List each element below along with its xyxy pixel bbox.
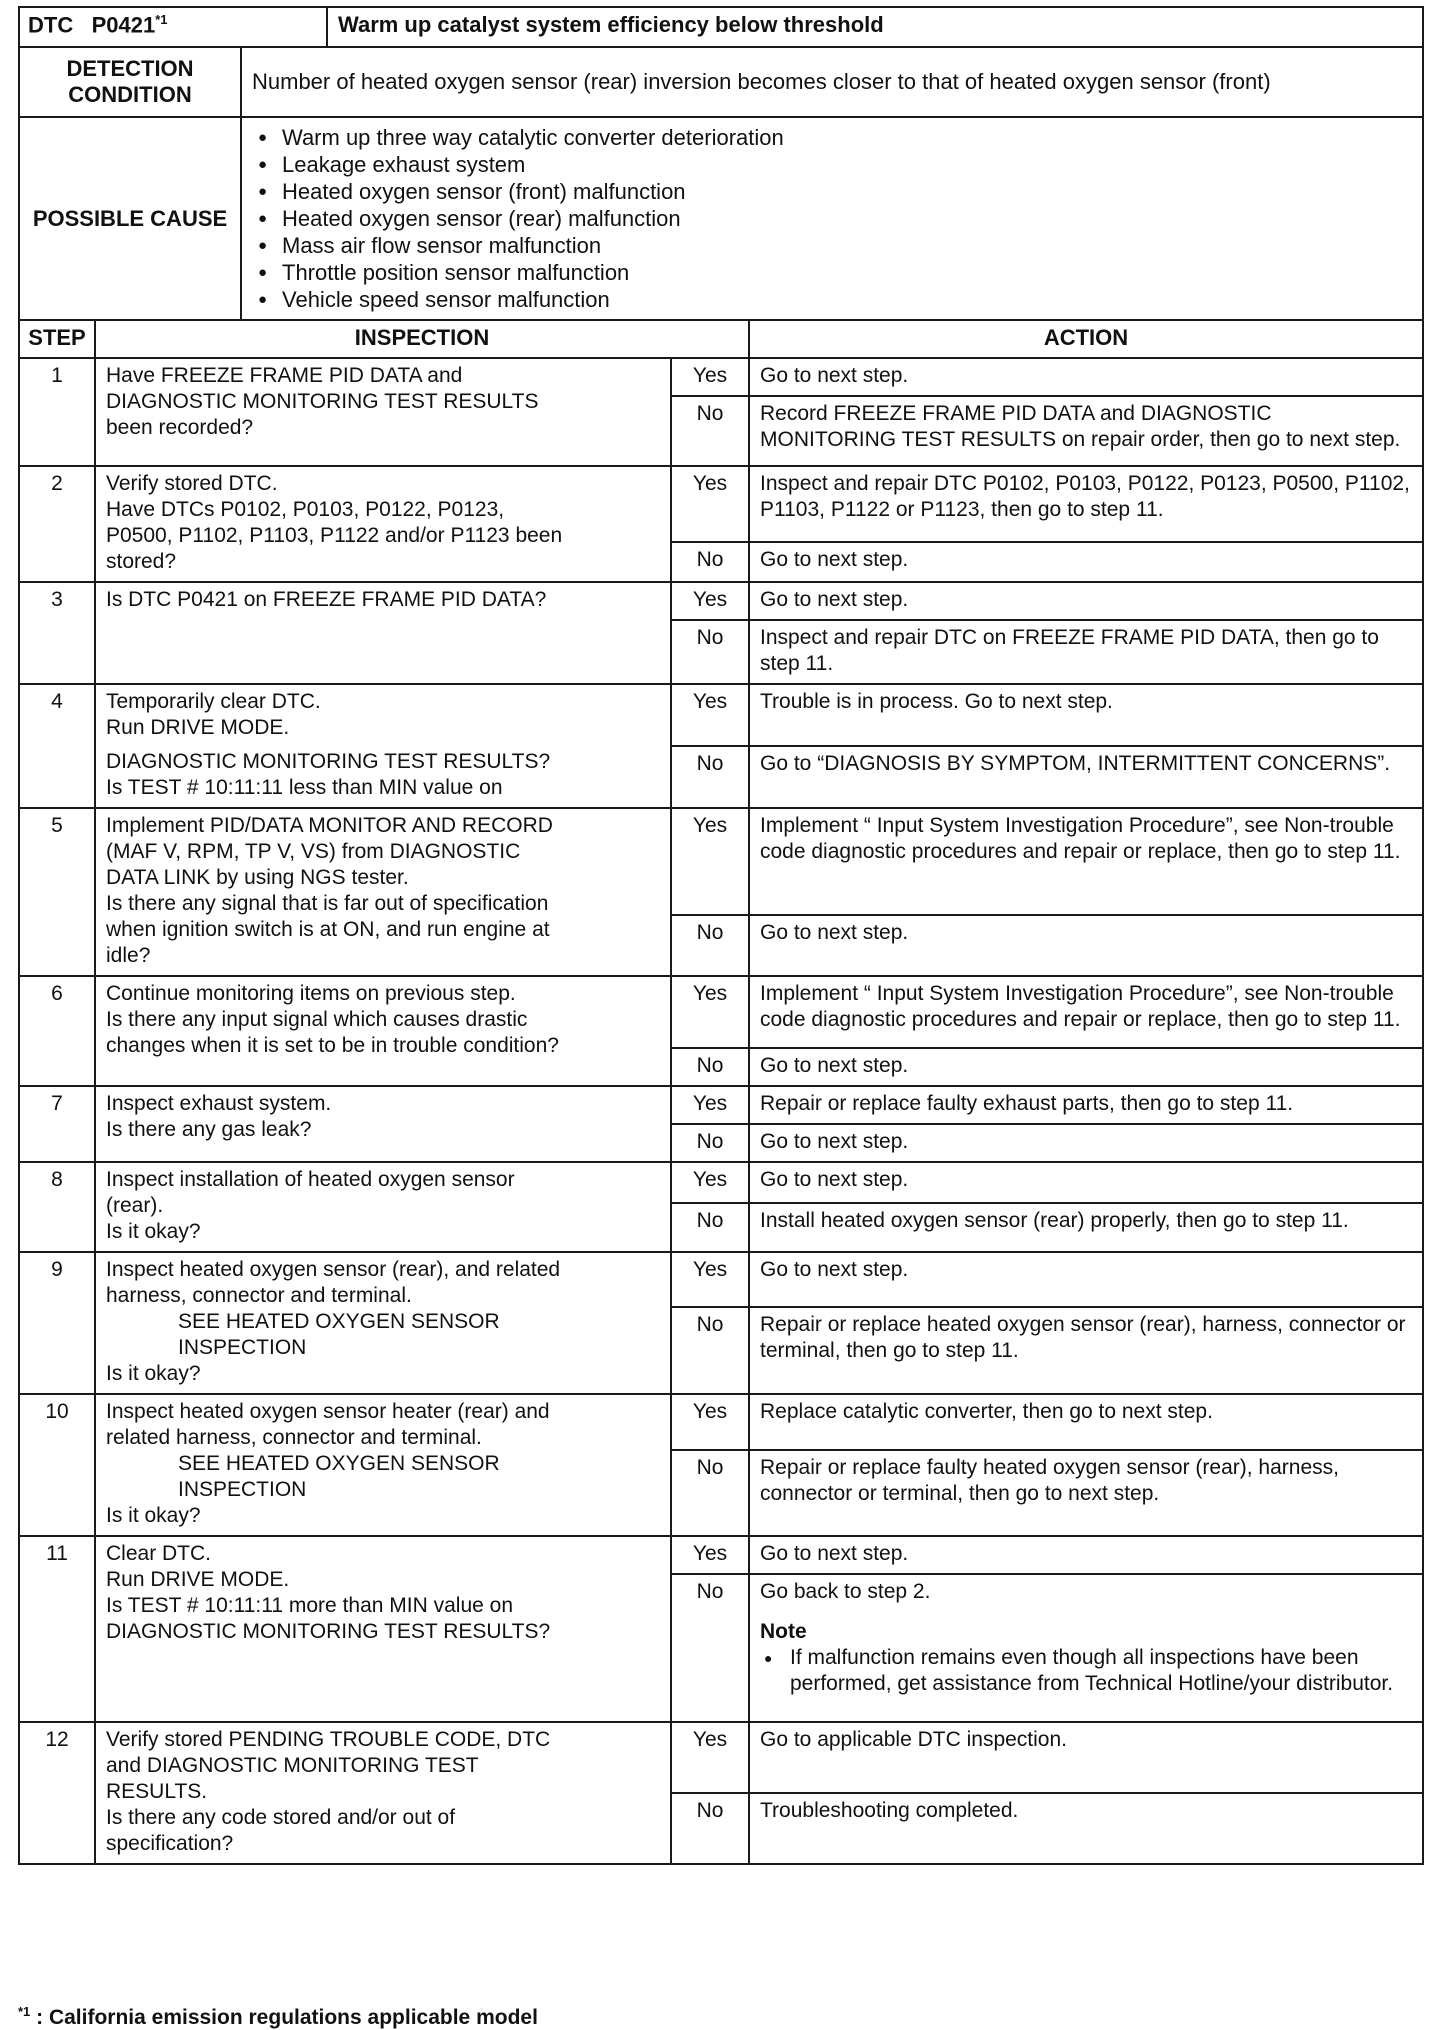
cause-item: ● Mass air flow sensor malfunction	[252, 232, 1412, 259]
inspection-line: DIAGNOSTIC MONITORING TEST RESULTS?	[106, 750, 551, 773]
yes-label: Yes	[671, 1394, 749, 1450]
step-inspection	[95, 358, 671, 466]
inspection-line: Inspect heated oxygen sensor heater (rear) and	[106, 1400, 550, 1423]
inspection-line: Is it okay?	[106, 1220, 201, 1243]
inspection-line: DIAGNOSTIC MONITORING TEST RESULTS	[106, 390, 539, 413]
inspection-line: (rear).	[106, 1194, 164, 1217]
dtc-label: DTC	[28, 12, 74, 38]
inspection-line: DATA LINK by using NGS tester.	[106, 866, 409, 889]
yes-action: Go to next step.	[749, 582, 1423, 620]
no-action	[749, 1307, 1423, 1394]
step-number: 12	[19, 1722, 95, 1864]
step-row-yes	[19, 358, 1423, 396]
dtc-title: Warm up catalyst system efficiency below threshold	[327, 7, 1423, 47]
step-row-yes	[19, 1536, 1423, 1574]
no-action-text: Inspect and repair DTC on FREEZE FRAME PID DATA, then go to step 11.	[760, 626, 1379, 675]
cause-item: ● Heated oxygen sensor (rear) malfunction	[252, 205, 1412, 232]
inspection-line: Is TEST # 10:11:11 less than MIN value on	[106, 776, 503, 799]
yes-action: Implement “ Input System Investigation Procedure”, see Non-trouble code diagnostic procedures and repair or replace, then go to step 11.	[749, 976, 1423, 1048]
no-action-text: Go to “DIAGNOSIS BY SYMPTOM, INTERMITTENT CONCERNS”.	[760, 752, 1391, 775]
yes-action: Inspect and repair DTC P0102, P0103, P0122, P0123, P0500, P1102, P1103, P1122 or P1123, then go to step 11.	[749, 466, 1423, 542]
inspection-line: RESULTS.	[106, 1780, 208, 1803]
yes-action: Go to next step.	[749, 1162, 1423, 1203]
yes-label: Yes	[671, 976, 749, 1048]
inspection-line	[106, 741, 660, 749]
yes-action: Implement “ Input System Investigation Procedure”, see Non-trouble code diagnostic procedures and repair or replace, then go to step 11.	[749, 808, 1423, 915]
inspection-line: Inspect heated oxygen sensor (rear), and related	[106, 1258, 561, 1281]
col-step: STEP	[19, 320, 95, 358]
dtc-mark: *1	[155, 12, 168, 27]
step-inspection	[95, 1536, 671, 1722]
inspection-line: Have FREEZE FRAME PID DATA and	[106, 364, 463, 387]
step-row-yes	[19, 1394, 1423, 1450]
no-label: No	[671, 746, 749, 808]
cause-item: ● Heated oxygen sensor (front) malfunction	[252, 178, 1412, 205]
no-label: No	[671, 1307, 749, 1394]
inspection-line: stored?	[106, 550, 177, 573]
cause-list-cell	[241, 117, 1423, 320]
no-action	[749, 396, 1423, 466]
inspection-line: related harness, connector and terminal.	[106, 1426, 482, 1449]
no-action-text: Go back to step 2.	[760, 1580, 931, 1603]
inspection-line: Is there any code stored and/or out of	[106, 1806, 456, 1829]
dtc-header-table	[18, 6, 1424, 321]
inspection-line: Have DTCs P0102, P0103, P0122, P0123,	[106, 498, 505, 521]
yes-label: Yes	[671, 466, 749, 542]
step-inspection	[95, 466, 671, 582]
step-inspection	[95, 1252, 671, 1394]
step-number: 10	[19, 1394, 95, 1536]
no-label: No	[671, 1048, 749, 1086]
no-label: No	[671, 1793, 749, 1864]
inspection-line: Clear DTC.	[106, 1542, 212, 1565]
yes-action: Go to next step.	[749, 1536, 1423, 1574]
inspection-line: Inspect installation of heated oxygen sensor	[106, 1168, 515, 1191]
step-number: 8	[19, 1162, 95, 1252]
see-reference: SEE HEATED OXYGEN SENSOR	[178, 1452, 500, 1475]
inspection-line: idle?	[106, 944, 151, 967]
step-number: 11	[19, 1536, 95, 1722]
yes-label: Yes	[671, 808, 749, 915]
step-number: 9	[19, 1252, 95, 1394]
step-number: 5	[19, 808, 95, 976]
yes-label: Yes	[671, 582, 749, 620]
see-reference: SEE HEATED OXYGEN SENSOR	[178, 1310, 500, 1333]
no-action-text: Repair or replace faulty heated oxygen sensor (rear), harness, connector or terminal, then go to next step.	[760, 1455, 1339, 1505]
no-action	[749, 1203, 1423, 1252]
step-number: 2	[19, 466, 95, 582]
inspection-line: Is there any signal that is far out of specification	[106, 892, 549, 915]
yes-label: Yes	[671, 684, 749, 746]
no-label: No	[671, 915, 749, 976]
no-action-text: Record FREEZE FRAME PID DATA and DIAGNOSTIC MONITORING TEST RESULTS on repair order, then go to next step.	[760, 402, 1401, 451]
no-action	[749, 1124, 1423, 1162]
no-action	[749, 1574, 1423, 1722]
cause-label: POSSIBLE CAUSE	[19, 117, 241, 320]
inspection-line: specification?	[106, 1832, 234, 1855]
col-inspection: INSPECTION	[95, 320, 749, 358]
no-label: No	[671, 1203, 749, 1252]
no-action-text: Go to next step.	[760, 1130, 909, 1153]
no-label: No	[671, 542, 749, 582]
inspection-question: Is it okay?	[106, 1362, 201, 1385]
no-label: No	[671, 1124, 749, 1162]
step-inspection	[95, 684, 671, 808]
step-row-yes	[19, 1252, 1423, 1307]
no-action-text: Troubleshooting completed.	[760, 1799, 1019, 1822]
step-row-yes	[19, 684, 1423, 746]
step-row-yes	[19, 582, 1423, 620]
dtc-code: P0421	[91, 12, 156, 38]
inspection-line: Run DRIVE MODE.	[106, 716, 290, 739]
yes-action: Go to applicable DTC inspection.	[749, 1722, 1423, 1793]
inspection-line: (MAF V, RPM, TP V, VS) from DIAGNOSTIC	[106, 840, 521, 863]
step-number: 1	[19, 358, 95, 466]
inspection-line: Verify stored DTC.	[106, 472, 278, 495]
no-action-text: Repair or replace heated oxygen sensor (rear), harness, connector or terminal, then go to step 11.	[760, 1312, 1406, 1362]
yes-label: Yes	[671, 358, 749, 396]
dtc-code-cell	[19, 7, 327, 47]
step-inspection	[95, 1722, 671, 1864]
see-reference: INSPECTION	[178, 1336, 307, 1359]
no-action	[749, 1048, 1423, 1086]
inspection-line: Temporarily clear DTC.	[106, 690, 321, 713]
cause-list	[252, 124, 1412, 313]
step-number: 7	[19, 1086, 95, 1162]
cause-item: ● Warm up three way catalytic converter deterioration	[252, 124, 1412, 151]
no-label: No	[671, 1450, 749, 1536]
steps-body	[19, 358, 1423, 1864]
detection-text: Number of heated oxygen sensor (rear) inversion becomes closer to that of heated oxygen sensor (front)	[241, 47, 1423, 117]
yes-label: Yes	[671, 1252, 749, 1307]
inspection-table	[18, 319, 1424, 1865]
inspection-line: changes when it is set to be in trouble condition?	[106, 1034, 559, 1057]
footnote	[18, 2004, 538, 2030]
yes-action: Repair or replace faulty exhaust parts, then go to step 11.	[749, 1086, 1423, 1124]
see-reference: INSPECTION	[178, 1478, 307, 1501]
inspection-line: Run DRIVE MODE.	[106, 1568, 290, 1591]
inspection-line: been recorded?	[106, 416, 254, 439]
col-action: ACTION	[749, 320, 1423, 358]
inspection-line: Inspect exhaust system.	[106, 1092, 332, 1115]
step-inspection	[95, 582, 671, 684]
no-action-text: Install heated oxygen sensor (rear) properly, then go to step 11.	[760, 1208, 1349, 1232]
inspection-line: Is there any input signal which causes drastic	[106, 1008, 528, 1031]
inspection-line: Continue monitoring items on previous step.	[106, 982, 516, 1005]
inspection-line: Verify stored PENDING TROUBLE CODE, DTC	[106, 1728, 551, 1751]
no-action	[749, 746, 1423, 808]
yes-label: Yes	[671, 1722, 749, 1793]
step-row-yes	[19, 1162, 1423, 1203]
footnote-mark: *1	[18, 2004, 31, 2019]
step-inspection	[95, 976, 671, 1086]
note-title: Note	[760, 1620, 807, 1643]
no-action-text: Go to next step.	[760, 547, 909, 571]
yes-label: Yes	[671, 1536, 749, 1574]
cause-item: ● Throttle position sensor malfunction	[252, 259, 1412, 286]
step-row-yes	[19, 976, 1423, 1048]
step-number: 3	[19, 582, 95, 684]
inspection-line: Implement PID/DATA MONITOR AND RECORD	[106, 814, 553, 837]
footnote-text: : California emission regulations applicable model	[30, 2006, 538, 2029]
cause-item: ● Leakage exhaust system	[252, 151, 1412, 178]
step-number: 6	[19, 976, 95, 1086]
no-label: No	[671, 620, 749, 684]
step-inspection	[95, 808, 671, 976]
inspection-line: DIAGNOSTIC MONITORING TEST RESULTS?	[106, 1620, 551, 1643]
step-row-yes	[19, 1086, 1423, 1124]
no-label: No	[671, 396, 749, 466]
yes-action: Replace catalytic converter, then go to next step.	[749, 1394, 1423, 1450]
yes-action: Go to next step.	[749, 1252, 1423, 1307]
detection-label: DETECTION CONDITION	[19, 47, 241, 117]
no-action	[749, 1450, 1423, 1536]
yes-action: Go to next step.	[749, 358, 1423, 396]
no-action	[749, 915, 1423, 976]
step-row-yes	[19, 1722, 1423, 1793]
inspection-line: P0500, P1102, P1103, P1122 and/or P1123 been	[106, 524, 563, 547]
no-action-text: Go to next step.	[760, 921, 909, 945]
inspection-line: harness, connector and terminal.	[106, 1284, 412, 1307]
inspection-question: Is it okay?	[106, 1504, 201, 1527]
step-inspection	[95, 1394, 671, 1536]
inspection-line: and DIAGNOSTIC MONITORING TEST	[106, 1754, 479, 1777]
yes-label: Yes	[671, 1086, 749, 1124]
yes-action: Trouble is in process. Go to next step.	[749, 684, 1423, 746]
step-number: 4	[19, 684, 95, 808]
no-action-text: Go to next step.	[760, 1054, 909, 1077]
inspection-line: Is DTC P0421 on FREEZE FRAME PID DATA?	[106, 588, 547, 611]
inspection-line: Is there any gas leak?	[106, 1118, 312, 1141]
no-action	[749, 542, 1423, 582]
step-row-yes	[19, 808, 1423, 915]
cause-item: ● Vehicle speed sensor malfunction	[252, 286, 1412, 313]
dtc-sheet	[18, 6, 1422, 1865]
no-label: No	[671, 1574, 749, 1722]
inspection-line: Is TEST # 10:11:11 more than MIN value on	[106, 1594, 513, 1617]
no-action	[749, 1793, 1423, 1864]
step-inspection	[95, 1162, 671, 1252]
step-inspection	[95, 1086, 671, 1162]
step-row-yes	[19, 466, 1423, 542]
no-action	[749, 620, 1423, 684]
yes-label: Yes	[671, 1162, 749, 1203]
inspection-line: when ignition switch is at ON, and run engine at	[106, 918, 550, 941]
note-text: ● If malfunction remains even though all inspections have been performed, get assistance from Technical Hotline/your distributor.	[760, 1645, 1412, 1697]
